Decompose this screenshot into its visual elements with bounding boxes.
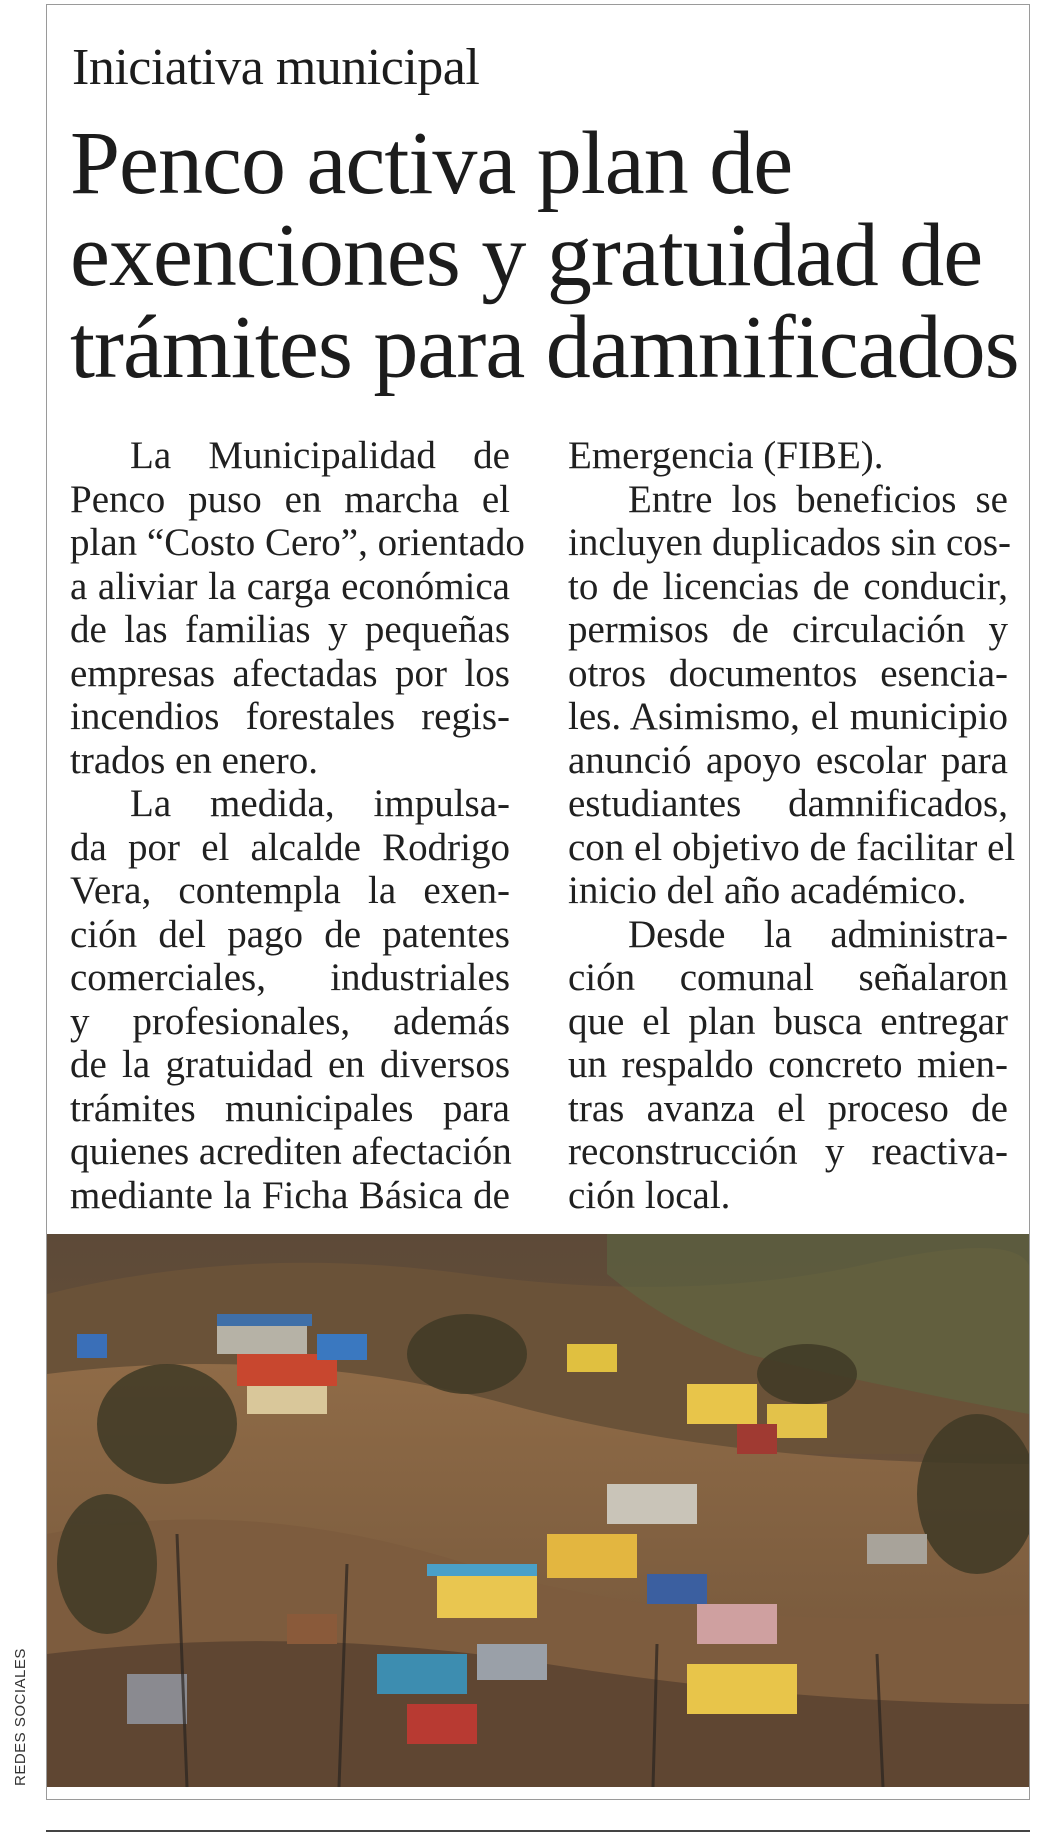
body-line: trados en enero.	[70, 738, 318, 782]
body-line: estudiantes damnificados,	[568, 782, 1008, 825]
body-line: y profesionales, además	[70, 999, 510, 1043]
body-line: de las familias y pequeñas	[70, 608, 510, 651]
body-line: quienes acrediten afectación	[70, 1130, 512, 1173]
body-line: Vera, contempla la exen-	[70, 869, 510, 912]
body-line: permisos de circulación y	[568, 608, 1008, 651]
headline-line: exenciones y gratuidad de	[70, 206, 983, 305]
body-line: Entre los beneficios se	[628, 477, 1008, 521]
body-line: de la gratuidad en diversos	[70, 1043, 510, 1086]
body-line: inicio del año académico.	[568, 869, 967, 912]
body-line: ción del pago de patentes	[70, 912, 510, 956]
bottom-rule	[46, 1830, 1030, 1832]
body-line: les. Asimismo, el municipio	[568, 695, 1008, 738]
body-line: trámites municipales para	[70, 1086, 510, 1130]
body-line: comerciales, industriales	[70, 956, 510, 999]
body-line: incluyen duplicados sin cos-	[568, 521, 1011, 564]
headline	[70, 114, 1030, 397]
body-line: con el objetivo de facilitar el	[568, 825, 1016, 869]
body-line: ción local.	[568, 1173, 731, 1217]
section-label: Iniciativa municipal	[72, 39, 480, 96]
body-line: La Municipalidad de	[130, 434, 510, 477]
body-line: La medida, impulsa-	[130, 782, 510, 825]
body-line: incendios forestales regis-	[70, 695, 510, 738]
headline-line: Penco activa plan de	[70, 114, 793, 213]
headline-line: trámites para damnificados	[70, 298, 1019, 397]
body-line: reconstrucción y reactiva-	[568, 1130, 1008, 1173]
body-column-right	[568, 434, 1016, 1217]
body-line: Emergencia (FIBE).	[568, 434, 884, 477]
body-line: Penco puso en marcha el	[70, 477, 510, 521]
body-line: to de licencias de conducir,	[568, 564, 1008, 608]
body-line: anunció apoyo escolar para	[568, 738, 1008, 782]
hillside-houses-photo	[47, 1234, 1029, 1787]
body-line: otros documentos esencia-	[568, 651, 1008, 695]
body-line: a aliviar la carga económica	[70, 564, 510, 608]
body-line: Desde la administra-	[628, 912, 1008, 956]
body-line: tras avanza el proceso de	[568, 1086, 1008, 1130]
body-column-left	[70, 434, 525, 1217]
body-line: mediante la Ficha Básica de	[70, 1173, 510, 1217]
body-line: un respaldo concreto mien-	[568, 1043, 1008, 1086]
body-line: ción comunal señalaron	[568, 956, 1008, 999]
body-line: empresas afectadas por los	[70, 651, 510, 695]
body-line: plan “Costo Cero”, orientado	[70, 521, 525, 564]
body-line: da por el alcalde Rodrigo	[70, 825, 510, 869]
photo-credit: REDES SOCIALES	[12, 1648, 29, 1786]
body-line: que el plan busca entregar	[568, 999, 1008, 1043]
